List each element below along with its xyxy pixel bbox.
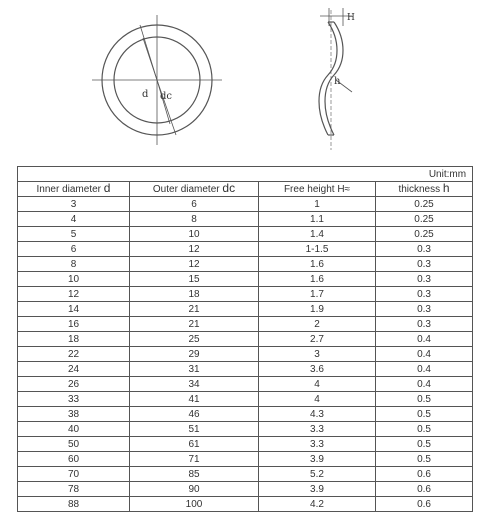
thickness-cell: 0.4 <box>376 347 473 362</box>
outer-diameter-cell: 10 <box>130 227 259 242</box>
spec-table <box>17 166 473 512</box>
outer-diameter-leader <box>140 25 157 80</box>
outer-diameter-cell: 51 <box>130 422 259 437</box>
table-row <box>18 347 473 362</box>
free-height-cell: 1-1.5 <box>259 242 376 257</box>
thickness-cell: 0.25 <box>376 212 473 227</box>
thickness-label: h <box>334 76 341 87</box>
thickness-cell: 0.3 <box>376 272 473 287</box>
table-row <box>18 257 473 272</box>
thickness-cell: 0.5 <box>376 392 473 407</box>
inner-diameter-cell: 22 <box>18 347 130 362</box>
free-height-cell: 2 <box>259 317 376 332</box>
outer-diameter-cell: 34 <box>130 377 259 392</box>
table-body <box>18 197 473 512</box>
free-height-cell: 3.6 <box>259 362 376 377</box>
inner-diameter-cell: 12 <box>18 287 130 302</box>
table-row <box>18 227 473 242</box>
free-height-cell: 4 <box>259 392 376 407</box>
table-row <box>18 452 473 467</box>
thickness-cell: 0.3 <box>376 317 473 332</box>
thickness-cell: 0.5 <box>376 452 473 467</box>
table-row <box>18 197 473 212</box>
free-height-cell: 3.9 <box>259 482 376 497</box>
table-row <box>18 302 473 317</box>
table-row <box>18 362 473 377</box>
outer-diameter-cell: 12 <box>130 242 259 257</box>
table-row <box>18 497 473 512</box>
technical-drawing <box>0 0 488 160</box>
inner-diameter-cell: 40 <box>18 422 130 437</box>
free-height-cell: 1.6 <box>259 272 376 287</box>
thickness-cell: 0.3 <box>376 302 473 317</box>
inner-diameter-cell: 26 <box>18 377 130 392</box>
header-row <box>18 182 473 197</box>
table-row <box>18 242 473 257</box>
free-height-cell: 3.9 <box>259 452 376 467</box>
free-height-cell: 2.7 <box>259 332 376 347</box>
inner-diameter-cell: 18 <box>18 332 130 347</box>
thickness-cell: 0.5 <box>376 422 473 437</box>
outer-diameter-cell: 15 <box>130 272 259 287</box>
header-free-height: Free height H≈ <box>259 182 376 197</box>
thickness-cell: 0.4 <box>376 362 473 377</box>
outer-diameter-cell: 61 <box>130 437 259 452</box>
outer-diameter-cell: 46 <box>130 407 259 422</box>
outer-diameter-cell: 25 <box>130 332 259 347</box>
inner-diameter-cell: 16 <box>18 317 130 332</box>
inner-diameter-cell: 88 <box>18 497 130 512</box>
thickness-cell: 0.3 <box>376 242 473 257</box>
outer-diameter-cell: 90 <box>130 482 259 497</box>
inner-diameter-cell: 3 <box>18 197 130 212</box>
table-row <box>18 482 473 497</box>
outer-diameter-cell: 31 <box>130 362 259 377</box>
free-height-cell: 1.4 <box>259 227 376 242</box>
header-inner-diameter: Inner diameter d <box>18 182 130 197</box>
table-row <box>18 287 473 302</box>
thickness-cell: 0.4 <box>376 377 473 392</box>
outer-diameter-cell: 100 <box>130 497 259 512</box>
table-row <box>18 332 473 347</box>
outer-diameter-cell: 12 <box>130 257 259 272</box>
front-view <box>92 15 222 145</box>
thickness-cell: 0.6 <box>376 482 473 497</box>
thickness-cell: 0.25 <box>376 197 473 212</box>
free-height-cell: 4.3 <box>259 407 376 422</box>
free-height-cell: 1.9 <box>259 302 376 317</box>
outer-diameter-leader-2 <box>157 80 176 135</box>
thickness-cell: 0.3 <box>376 287 473 302</box>
free-height-label: H <box>347 13 355 23</box>
inner-diameter-cell: 8 <box>18 257 130 272</box>
inner-diameter-cell: 60 <box>18 452 130 467</box>
free-height-cell: 3.3 <box>259 437 376 452</box>
thickness-cell: 0.6 <box>376 497 473 512</box>
table-row <box>18 422 473 437</box>
inner-diameter-cell: 50 <box>18 437 130 452</box>
free-height-cell: 1.7 <box>259 287 376 302</box>
inner-diameter-cell: 70 <box>18 467 130 482</box>
inner-diameter-cell: 6 <box>18 242 130 257</box>
outer-diameter-cell: 71 <box>130 452 259 467</box>
thickness-cell: 0.3 <box>376 257 473 272</box>
header-outer-diameter: Outer diameter dc <box>130 182 259 197</box>
thickness-cell: 0.25 <box>376 227 473 242</box>
free-height-cell: 1 <box>259 197 376 212</box>
inner-diameter-cell: 24 <box>18 362 130 377</box>
outer-diameter-cell: 21 <box>130 302 259 317</box>
outer-diameter-cell: 29 <box>130 347 259 362</box>
thickness-cell: 0.5 <box>376 407 473 422</box>
free-height-cell: 3.3 <box>259 422 376 437</box>
thickness-cell: 0.6 <box>376 467 473 482</box>
outer-diameter-cell: 85 <box>130 467 259 482</box>
thickness-cell: 0.4 <box>376 332 473 347</box>
table-row <box>18 212 473 227</box>
inner-diameter-cell: 78 <box>18 482 130 497</box>
outer-diameter-cell: 6 <box>130 197 259 212</box>
table-row <box>18 317 473 332</box>
table-row <box>18 407 473 422</box>
table-row <box>18 377 473 392</box>
inner-diameter-cell: 10 <box>18 272 130 287</box>
free-height-cell: 1.6 <box>259 257 376 272</box>
free-height-cell: 4 <box>259 377 376 392</box>
table-row <box>18 437 473 452</box>
outer-diameter-cell: 21 <box>130 317 259 332</box>
free-height-cell: 3 <box>259 347 376 362</box>
unit-row <box>18 167 473 182</box>
header-thickness: thickness h <box>376 182 473 197</box>
inner-diameter-cell: 5 <box>18 227 130 242</box>
outer-diameter-cell: 41 <box>130 392 259 407</box>
outer-diameter-label: dc <box>160 91 173 102</box>
inner-diameter-label: d <box>142 89 149 100</box>
inner-diameter-cell: 33 <box>18 392 130 407</box>
inner-diameter-cell: 4 <box>18 212 130 227</box>
table-row <box>18 392 473 407</box>
table-row <box>18 272 473 287</box>
free-height-cell: 1.1 <box>259 212 376 227</box>
outer-diameter-cell: 18 <box>130 287 259 302</box>
thickness-cell: 0.5 <box>376 437 473 452</box>
free-height-cell: 5.2 <box>259 467 376 482</box>
inner-diameter-cell: 14 <box>18 302 130 317</box>
unit-label: Unit:mm <box>18 167 473 182</box>
inner-diameter-cell: 38 <box>18 407 130 422</box>
outer-diameter-cell: 8 <box>130 212 259 227</box>
table-row <box>18 467 473 482</box>
free-height-cell: 4.2 <box>259 497 376 512</box>
